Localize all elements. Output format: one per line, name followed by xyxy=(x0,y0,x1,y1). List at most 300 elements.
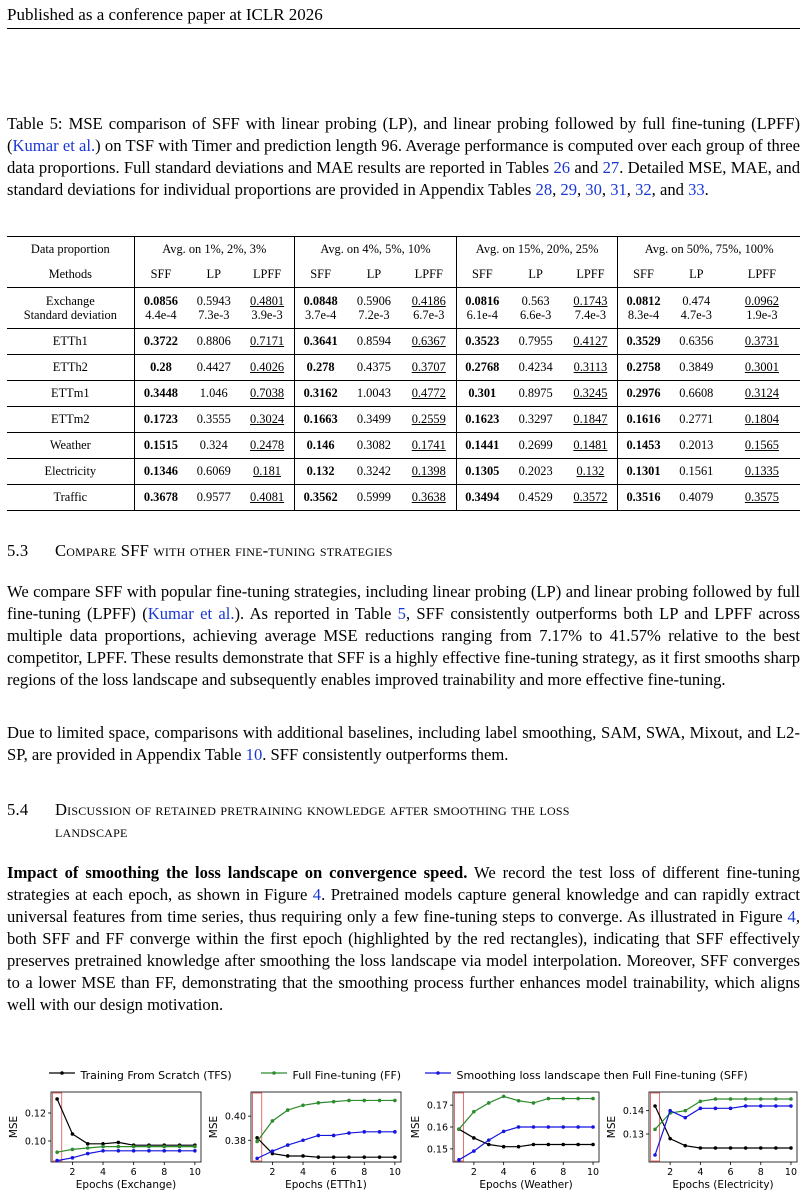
table-cell xyxy=(724,288,800,329)
data-point xyxy=(332,1100,336,1104)
data-point xyxy=(532,1143,536,1147)
mse-value: 0.0848 xyxy=(303,294,338,308)
table-cell xyxy=(724,329,800,355)
data-point xyxy=(147,1145,151,1149)
paragraph-text: , both SFF and FF converge within the first epoch (highlighted by the red rectangles), indicating that SFF effectively preserves pretrained knowledge after smoothing the loss landscape via model interpolation. Moreover, SFF converges to a lower MSE than FF, demonstrating that the smoothing process further enhances model trainability, which aligns well with our design motivation. xyxy=(7,907,800,1014)
table-group-header: Avg. on 1%, 2%, 3% xyxy=(134,237,294,263)
data-point xyxy=(317,1134,321,1138)
mse-value: 0.1741 xyxy=(411,438,446,452)
method-header: LPFF xyxy=(240,262,294,288)
highlight-rect xyxy=(651,1093,660,1161)
mse-value: 0.6367 xyxy=(411,334,446,348)
table-cell xyxy=(669,329,724,355)
table-cell xyxy=(724,459,800,485)
mse-value: 0.6608 xyxy=(679,386,714,400)
y-axis-label: MSE xyxy=(8,1115,20,1139)
table-row xyxy=(7,355,800,381)
std-value: 3.7e-4 xyxy=(304,308,337,322)
mse-value: 0.3242 xyxy=(356,464,391,478)
table-row xyxy=(7,381,800,407)
data-point xyxy=(561,1143,565,1147)
mse-value: 0.1616 xyxy=(626,412,661,426)
y-tick-label: 0.13 xyxy=(622,1129,644,1141)
data-point xyxy=(332,1155,336,1159)
table-cell xyxy=(401,407,456,433)
mse-value: 0.1804 xyxy=(744,412,779,426)
data-point xyxy=(255,1157,259,1161)
table-cell xyxy=(724,407,800,433)
running-header: Published as a conference paper at ICLR 2026 xyxy=(7,5,323,24)
table-cell xyxy=(401,459,456,485)
data-point xyxy=(774,1097,778,1101)
table-ref-link[interactable]: 32 xyxy=(635,180,652,199)
data-point xyxy=(55,1097,59,1101)
data-point xyxy=(774,1146,778,1150)
x-tick-label: 6 xyxy=(727,1167,734,1178)
series-line xyxy=(57,1099,195,1145)
data-point xyxy=(517,1145,521,1149)
mse-value: 0.474 xyxy=(682,294,711,308)
mse-value: 0.4081 xyxy=(250,490,285,504)
data-point xyxy=(378,1099,382,1103)
std-value: 3.9e-3 xyxy=(251,308,283,322)
method-header: LP xyxy=(669,262,724,288)
mse-value: 0.1481 xyxy=(573,438,608,452)
data-point xyxy=(71,1148,75,1152)
series-line xyxy=(459,1129,593,1147)
section-title: landscape xyxy=(55,822,128,841)
table-header-cell: Methods xyxy=(7,262,134,288)
data-point xyxy=(457,1127,461,1131)
mse-value: 0.1453 xyxy=(626,438,661,452)
x-axis-label: Epochs (Weather) xyxy=(479,1179,573,1191)
data-point xyxy=(487,1143,491,1147)
data-point xyxy=(699,1107,703,1111)
mse-value: 0.2023 xyxy=(518,464,553,478)
x-tick-label: 8 xyxy=(361,1167,368,1178)
table-row-exchange xyxy=(7,288,800,329)
paragraph-text: , SFF consistently outperforms both LP and LPFF across multiple data proportions, achieving average MSE reductions ranging from 7.17% to 41.57% relative to the best competitor, LPFF. These results demonstrate that SFF is a highly effective fine-tuning strategy, as it first smooths sharp regions of the loss landscape and subsequently enables improved trainability and more effective fine-tuning. xyxy=(7,604,800,689)
mse-value: 0.6356 xyxy=(679,334,714,348)
table-cell xyxy=(187,288,240,329)
data-point xyxy=(789,1104,793,1108)
data-point xyxy=(653,1128,657,1132)
data-point xyxy=(71,1156,75,1160)
figure-ref-link[interactable]: 4 xyxy=(312,885,322,904)
data-point xyxy=(729,1097,733,1101)
x-tick-label: 4 xyxy=(500,1167,507,1178)
table-cell xyxy=(618,433,669,459)
method-header: SFF xyxy=(457,262,508,288)
mse-value: 0.2699 xyxy=(518,438,553,452)
table-ref-link[interactable]: 26 xyxy=(553,158,571,177)
caption-text: Table 5: MSE comparison of SFF with linear probing (LP), and linear probing followed by full fine-tuning (LPFF) ( xyxy=(7,114,800,155)
table-cell xyxy=(294,329,346,355)
table-cell xyxy=(240,381,294,407)
mse-value: 0.1743 xyxy=(573,294,608,308)
x-tick-label: 10 xyxy=(586,1167,600,1178)
std-value: 7.2e-3 xyxy=(358,308,390,322)
data-point xyxy=(744,1104,748,1108)
table-cell xyxy=(508,407,564,433)
data-point xyxy=(547,1143,551,1147)
table-cell xyxy=(508,381,564,407)
mse-value: 0.0962 xyxy=(744,294,779,308)
y-axis-label: MSE xyxy=(208,1115,220,1139)
mse-value: 0.4801 xyxy=(250,294,285,308)
mse-value: 0.324 xyxy=(199,438,228,452)
data-point xyxy=(729,1146,733,1150)
section-heading-5-3 xyxy=(7,541,393,561)
data-point xyxy=(117,1149,121,1153)
table-cell xyxy=(564,407,618,433)
mse-value: 0.3297 xyxy=(518,412,553,426)
table-group-header: Avg. on 50%, 75%, 100% xyxy=(618,237,800,263)
mse-value: 0.5999 xyxy=(356,490,391,504)
series-line xyxy=(257,1138,395,1157)
data-point xyxy=(744,1097,748,1101)
table-ref-link[interactable]: 30 xyxy=(585,180,602,199)
caption-text: . xyxy=(704,180,709,199)
data-point xyxy=(502,1130,506,1134)
data-point xyxy=(347,1155,351,1159)
table-cell xyxy=(294,485,346,511)
table-cell xyxy=(240,433,294,459)
table-cell xyxy=(401,381,456,407)
data-point xyxy=(714,1146,718,1150)
data-point xyxy=(286,1143,290,1147)
data-point xyxy=(301,1103,305,1107)
mse-value: 0.7955 xyxy=(518,334,553,348)
table-cell xyxy=(187,355,240,381)
std-value: 6.1e-4 xyxy=(466,308,498,322)
mse-value: 0.4186 xyxy=(411,294,446,308)
table-cell xyxy=(346,407,401,433)
caption-text: , xyxy=(626,180,636,199)
data-point xyxy=(132,1149,136,1153)
x-tick-label: 8 xyxy=(560,1167,567,1178)
y-axis-label: MSE xyxy=(410,1115,422,1139)
row-label: ETTh2 xyxy=(7,355,134,381)
paragraph-text: We compare SFF with popular fine-tuning strategies, including linear probing (LP) and linear probing followed by full fine-tuning (LPFF) ( xyxy=(7,582,800,623)
table-cell xyxy=(724,355,800,381)
row-label xyxy=(7,288,134,329)
x-tick-label: 6 xyxy=(330,1167,337,1178)
table-caption xyxy=(7,113,800,201)
data-point xyxy=(86,1146,90,1150)
series-line xyxy=(459,1127,593,1160)
data-point xyxy=(362,1099,366,1103)
x-tick-label: 2 xyxy=(667,1167,674,1178)
table-cell xyxy=(240,459,294,485)
x-tick-label: 8 xyxy=(757,1167,764,1178)
table-cell xyxy=(294,433,346,459)
data-point xyxy=(101,1145,105,1149)
table-ref-link[interactable]: 28 xyxy=(535,180,553,199)
data-point xyxy=(347,1099,351,1103)
method-header: LPFF xyxy=(724,262,800,288)
table-cell xyxy=(240,407,294,433)
mse-value: 0.3572 xyxy=(573,490,608,504)
table-row xyxy=(7,459,800,485)
table-cell xyxy=(618,381,669,407)
x-tick-label: 2 xyxy=(470,1167,477,1178)
mse-value: 0.0812 xyxy=(626,294,661,308)
table-cell xyxy=(508,433,564,459)
data-point xyxy=(317,1155,321,1159)
data-point xyxy=(472,1136,476,1140)
data-point xyxy=(561,1125,565,1129)
highlight-rect xyxy=(253,1093,262,1161)
data-point xyxy=(117,1145,121,1149)
x-tick-label: 10 xyxy=(388,1167,401,1178)
legend-label: Full Fine-tuning (FF) xyxy=(292,1068,402,1082)
mse-value: 0.132 xyxy=(576,464,605,478)
x-tick-label: 2 xyxy=(269,1167,276,1178)
table-group-header: Avg. on 15%, 20%, 25% xyxy=(457,237,618,263)
data-point xyxy=(147,1149,151,1153)
std-value: 7.3e-3 xyxy=(198,308,230,322)
figure-ref-link[interactable]: 4 xyxy=(787,907,796,926)
caption-text: ) on TSF with Timer and prediction length 96. Average performance is computed over each group of three data proportions. Full standard deviations and MAE results are reported in Tables xyxy=(7,136,801,177)
chart-panel xyxy=(606,1092,797,1191)
caption-text: . Detailed MSE, MAE, and standard deviations for individual proportions are provided in Appendix Tables xyxy=(7,158,800,199)
table-cell xyxy=(618,355,669,381)
table-ref-link[interactable]: 31 xyxy=(610,180,627,199)
mse-value: 0.1847 xyxy=(573,412,608,426)
table-cell xyxy=(669,381,724,407)
x-tick-label: 6 xyxy=(130,1167,137,1178)
table-cell xyxy=(457,459,508,485)
mse-value: 0.4427 xyxy=(196,360,231,374)
mse-value: 0.8975 xyxy=(518,386,553,400)
data-point xyxy=(683,1116,687,1120)
data-point xyxy=(362,1155,366,1159)
table-cell xyxy=(618,459,669,485)
legend-label: Training From Scratch (TFS) xyxy=(80,1068,232,1082)
data-point xyxy=(699,1146,703,1150)
data-point xyxy=(699,1100,703,1104)
data-point xyxy=(162,1145,166,1149)
data-point xyxy=(668,1137,672,1141)
chart-panel xyxy=(410,1092,599,1191)
table-cell xyxy=(457,433,508,459)
data-point xyxy=(55,1159,59,1163)
chart-panel xyxy=(208,1092,401,1191)
table-ref-link[interactable]: 33 xyxy=(688,180,705,199)
data-point xyxy=(378,1130,382,1134)
mse-value: 0.3162 xyxy=(303,386,338,400)
method-header: SFF xyxy=(294,262,346,288)
series-line xyxy=(459,1096,593,1129)
data-point xyxy=(393,1130,397,1134)
mse-value: 0.146 xyxy=(306,438,335,452)
data-point xyxy=(378,1155,382,1159)
mse-value: 0.3731 xyxy=(744,334,779,348)
mse-value: 0.2559 xyxy=(411,412,446,426)
data-point xyxy=(178,1149,182,1153)
mse-value: 0.278 xyxy=(306,360,335,374)
mse-value: 0.3849 xyxy=(679,360,714,374)
mse-value: 0.3499 xyxy=(356,412,391,426)
data-point xyxy=(487,1138,491,1142)
data-point xyxy=(457,1158,461,1162)
table-cell xyxy=(457,355,508,381)
x-tick-label: 10 xyxy=(188,1167,201,1178)
data-point xyxy=(86,1152,90,1156)
table-ref-link[interactable]: 5 xyxy=(397,604,406,623)
x-tick-label: 4 xyxy=(300,1167,307,1178)
table-cell xyxy=(618,329,669,355)
table-cell xyxy=(724,433,800,459)
data-point xyxy=(193,1145,197,1149)
data-point xyxy=(759,1097,763,1101)
section-number: 5.3 xyxy=(7,541,29,560)
data-point xyxy=(362,1130,366,1134)
method-header: LPFF xyxy=(401,262,456,288)
caption-text: , xyxy=(552,180,561,199)
data-point xyxy=(55,1150,59,1154)
table-cell xyxy=(134,407,187,433)
data-point xyxy=(132,1145,136,1149)
data-point xyxy=(591,1097,595,1101)
table-cell xyxy=(457,485,508,511)
table-cell xyxy=(508,485,564,511)
mse-value: 0.4234 xyxy=(518,360,553,374)
mse-value: 0.3448 xyxy=(143,386,178,400)
table-cell xyxy=(294,407,346,433)
mse-value: 0.4026 xyxy=(250,360,285,374)
data-point xyxy=(774,1104,778,1108)
table-cell xyxy=(134,459,187,485)
table-ref-link[interactable]: 29 xyxy=(560,180,577,199)
data-point xyxy=(759,1146,763,1150)
caption-text: and xyxy=(570,158,603,177)
method-header: LP xyxy=(187,262,240,288)
table-cell xyxy=(457,407,508,433)
table-ref-link[interactable]: 27 xyxy=(602,158,620,177)
mse-value: 0.6069 xyxy=(196,464,231,478)
data-point xyxy=(576,1143,580,1147)
table-cell xyxy=(346,459,401,485)
paragraph xyxy=(7,862,800,1016)
paragraph-text: . SFF consistently outperforms them. xyxy=(262,745,509,764)
table-row xyxy=(7,485,800,511)
data-point xyxy=(286,1108,290,1112)
data-point xyxy=(547,1097,551,1101)
table-cell xyxy=(508,355,564,381)
x-tick-label: 6 xyxy=(530,1167,537,1178)
legend-line-icon xyxy=(259,1068,289,1078)
table-group-header: Avg. on 4%, 5%, 10% xyxy=(294,237,456,263)
x-tick-label: 4 xyxy=(100,1167,107,1178)
data-point xyxy=(744,1146,748,1150)
mse-value: 0.28 xyxy=(150,360,172,374)
citation-link[interactable]: Kumar et al. xyxy=(147,604,235,623)
table-cell xyxy=(401,355,456,381)
paragraph-text: We record the test loss of different fine-tuning strategies at each epoch, as shown in Figure xyxy=(7,863,800,904)
table-cell xyxy=(457,288,508,329)
y-tick-label: 0.17 xyxy=(426,1100,448,1112)
table-cell xyxy=(134,433,187,459)
data-point xyxy=(759,1104,763,1108)
y-tick-label: 0.40 xyxy=(224,1111,246,1123)
mse-value: 0.1335 xyxy=(744,464,779,478)
data-point xyxy=(517,1125,521,1129)
data-point xyxy=(393,1155,397,1159)
table-cell xyxy=(240,355,294,381)
method-header: SFF xyxy=(618,262,669,288)
table-cell xyxy=(187,459,240,485)
series-line xyxy=(655,1099,791,1129)
data-point xyxy=(502,1145,506,1149)
data-point xyxy=(101,1149,105,1153)
mse-value: 0.0856 xyxy=(143,294,178,308)
data-point xyxy=(286,1154,290,1158)
mse-value: 0.2013 xyxy=(679,438,714,452)
data-point xyxy=(332,1134,336,1138)
table-cell xyxy=(618,288,669,329)
mse-value: 0.1663 xyxy=(303,412,338,426)
mse-value: 0.3678 xyxy=(143,490,178,504)
paragraph-text: ). As reported in Table xyxy=(234,604,398,623)
data-point xyxy=(393,1099,397,1103)
table-cell xyxy=(724,485,800,511)
section-heading-5-4 xyxy=(7,800,570,820)
mse-value: 0.132 xyxy=(306,464,335,478)
method-header: LPFF xyxy=(564,262,618,288)
y-axis-label: MSE xyxy=(606,1115,618,1139)
table-ref-link[interactable]: 10 xyxy=(245,745,263,764)
data-point xyxy=(487,1101,491,1105)
mse-value: 0.1398 xyxy=(411,464,446,478)
mse-value: 0.8594 xyxy=(356,334,391,348)
mse-value: 0.9577 xyxy=(196,490,231,504)
mse-value: 0.563 xyxy=(521,294,550,308)
mse-value: 0.4772 xyxy=(411,386,446,400)
y-tick-label: 0.38 xyxy=(224,1135,246,1147)
table-row xyxy=(7,407,800,433)
table-cell xyxy=(134,329,187,355)
mse-value: 0.1623 xyxy=(465,412,500,426)
table-row xyxy=(7,329,800,355)
table-cell xyxy=(187,485,240,511)
table-cell xyxy=(508,329,564,355)
legend-item-sff xyxy=(423,1068,748,1084)
data-point xyxy=(653,1104,657,1108)
chart-panel xyxy=(8,1092,201,1191)
mse-value: 0.1565 xyxy=(744,438,779,452)
mse-value: 0.2478 xyxy=(250,438,285,452)
std-value: 8.3e-4 xyxy=(627,308,660,322)
y-tick-label: 0.15 xyxy=(426,1144,448,1156)
data-point xyxy=(576,1097,580,1101)
data-point xyxy=(653,1153,657,1157)
mse-value: 0.2771 xyxy=(679,412,714,426)
mse-value: 0.1346 xyxy=(143,464,178,478)
table-cell xyxy=(564,433,618,459)
table-cell xyxy=(187,433,240,459)
mse-value: 0.3707 xyxy=(411,360,446,374)
table-cell xyxy=(669,459,724,485)
row-label: ETTh1 xyxy=(7,329,134,355)
table-cell xyxy=(240,288,294,329)
table-cell xyxy=(346,485,401,511)
citation-link[interactable]: Kumar et al. xyxy=(12,136,96,155)
mse-value: 0.3638 xyxy=(411,490,446,504)
data-point xyxy=(301,1154,305,1158)
table-cell xyxy=(564,355,618,381)
